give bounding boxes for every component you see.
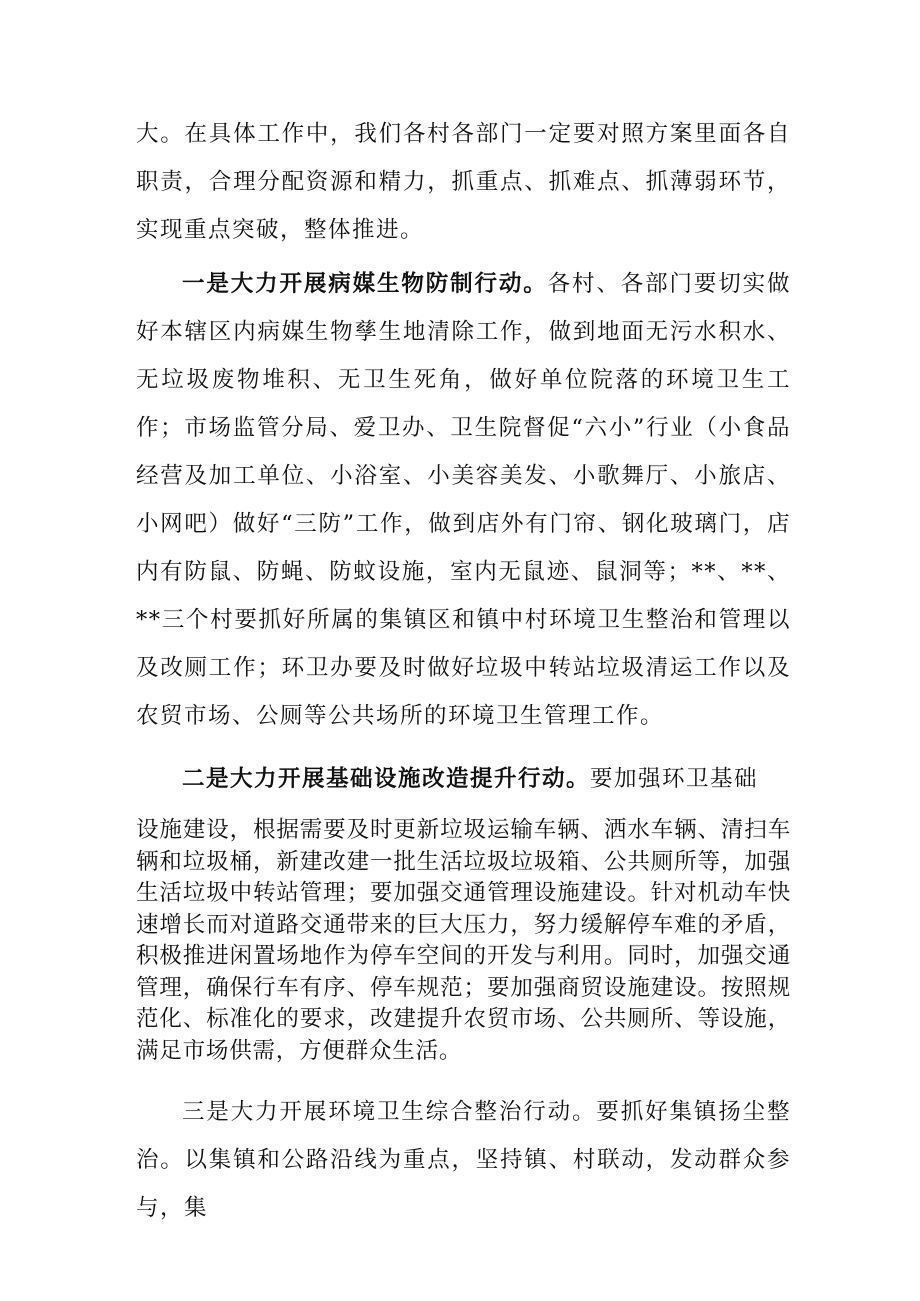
paragraph-1: 大。在具体工作中，我们各村各部门一定要对照方案里面各自职责，合理分配资源和精力，抓重点、抓难点、抓薄弱环节，实现重点突破，整体推进。 xyxy=(136,121,791,243)
paragraph-3-body: 要加强环卫基础 xyxy=(590,766,759,792)
paragraph-3-lead: 二是大力开展基础设施改造提升行动。 xyxy=(182,766,591,792)
paragraph-3 xyxy=(136,755,791,803)
paragraph-2 xyxy=(136,260,791,740)
paragraph-2-lead: 一是大力开展病媒生物防制行动。 xyxy=(182,271,548,297)
paragraph-4: 设施建设，根据需要及时更新垃圾运输车辆、洒水车辆、清扫车辆和垃圾桶，新建改建一批生活垃圾垃圾箱、公共厕所等，加强生活垃圾中转站管理；要加强交通管理设施建设。针对机动车快速增长而对道路交通带来的巨大压力，努力缓解停车难的矛盾，积极推进闲置场地作为停车空间的开发与利用。同时，加强交通管理，确保行车有序、停车规范；要加强商贸设施建设。按照规范化、标准化的要求，改建提升农贸市场、公共厕所、等设施，满足市场供需，方便群众生活。 xyxy=(136,817,791,1064)
paragraph-2-body: 各村、各部门要切实做好本辖区内病媒生物孳生地清除工作，做到地面无污水积水、无垃圾废物堆积、无卫生死角，做好单位院落的环境卫生工作；市场监管分局、爱卫办、卫生院督促“六小”行业（小食品经营及加工单位、小浴室、小美容美发、小歌舞厅、小旅店、小网吧）做好“三防”工作，做到店外有门帘、钢化玻璃门，店内有防鼠、防蝇、防蚊设施，室内无鼠迹、鼠洞等；**、**、**三个村要抓好所属的集镇区和镇中村环境卫生整治和管理以及改厕工作；环卫办要及时做好垃圾中转站垃圾清运工作以及农贸市场、公厕等公共场所的环境卫生管理工作。 xyxy=(136,271,791,729)
paragraph-5: 三是大力开展环境卫生综合整治行动。要抓好集镇扬尘整治。以集镇和公路沿线为重点，坚持镇、村联动，发动群众参与，集 xyxy=(136,1099,791,1221)
